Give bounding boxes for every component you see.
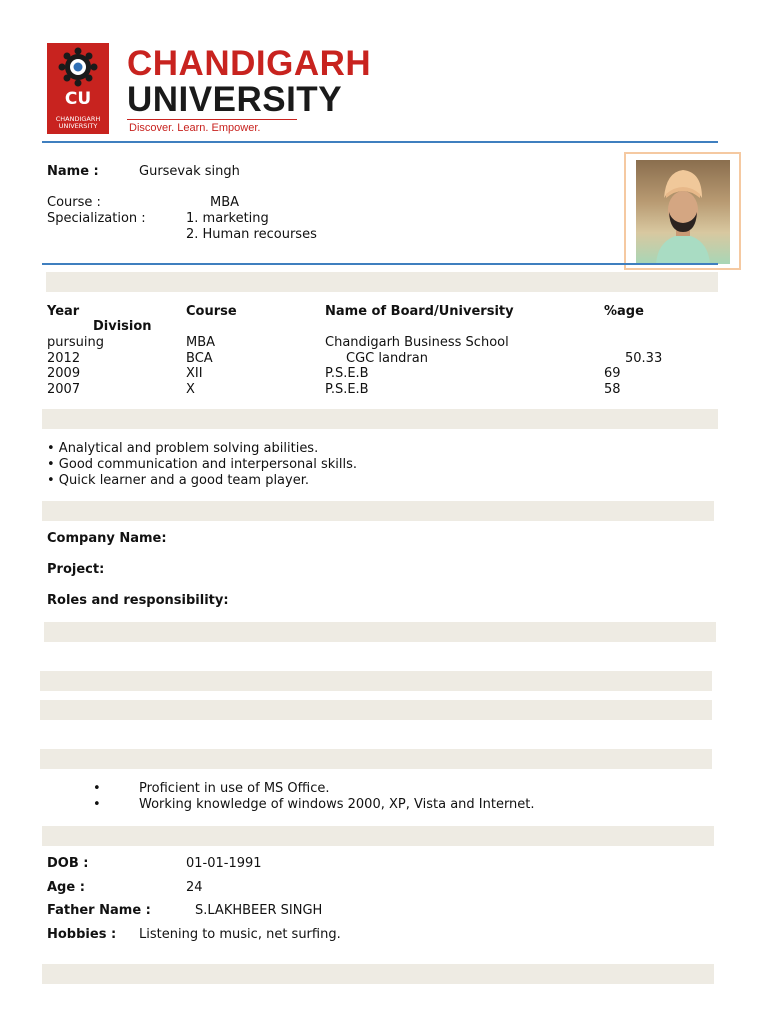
university-emblem [47,43,109,134]
edu-header-percentage: %age [604,304,644,319]
university-name-line2: UNIVERSITY [127,80,343,119]
hobbies-label: Hobbies : [47,927,117,942]
section-band-personal [42,826,714,846]
father-name-label: Father Name : [47,903,151,918]
project-label: Project: [47,562,105,577]
section-band-skills [40,749,712,769]
age-value: 24 [186,880,203,895]
edu-cell-board: CGC landran [346,351,428,366]
edu-cell-percentage: 58 [604,382,621,397]
specialization-item: 2. Human recourses [186,227,317,242]
skill-bullet: • [93,797,101,812]
profile-photo-frame [624,152,741,270]
age-label: Age : [47,880,85,895]
section-band-education [46,272,718,292]
edu-cell-course: BCA [186,351,213,366]
university-tagline: Discover. Learn. Empower. [129,122,261,134]
section-band-footer [42,964,714,984]
section-band [44,622,716,642]
edu-cell-percentage: 50.33 [625,351,663,366]
specialization-label: Specialization : [47,211,146,226]
name-label: Name : [47,164,99,179]
section-band [40,700,712,720]
roles-label: Roles and responsibility: [47,593,229,608]
edu-header-board: Name of Board/University [325,304,514,319]
father-name-value: S.LAKHBEER SINGH [195,903,323,918]
edu-cell-board: Chandigarh Business School [325,335,509,350]
edu-cell-board: P.S.E.B [325,382,369,397]
section-band-experience [42,501,714,521]
course-value: MBA [210,195,240,210]
edu-cell-percentage: 69 [604,366,621,381]
section-band [40,671,712,691]
profile-rule [42,263,718,265]
dob-label: DOB : [47,856,89,871]
strength-item: • Good communication and interpersonal skills. [47,457,358,472]
edu-cell-year: 2012 [47,351,81,366]
strength-item: • Quick learner and a good team player. [47,473,309,488]
specialization-item: 1. marketing [186,211,269,226]
profile-photo [636,160,730,264]
skill-bullet: • [93,781,101,796]
edu-cell-year: 2007 [47,382,81,397]
edu-cell-course: MBA [186,335,216,350]
dob-value: 01-01-1991 [186,856,262,871]
section-band-strengths [42,409,718,429]
name-value: Gursevak singh [139,164,240,179]
edu-cell-year: pursuing [47,335,104,350]
emblem-subtext: CHANDIGARH UNIVERSITY [55,115,101,130]
edu-cell-year: 2009 [47,366,81,381]
edu-cell-board: P.S.E.B [325,366,369,381]
cog-emblem-icon [47,43,109,89]
skill-item: Working knowledge of windows 2000, XP, Vista and Internet. [139,797,535,812]
strength-item: • Analytical and problem solving abilities. [47,441,319,456]
company-name-label: Company Name: [47,531,167,546]
header-rule [42,141,718,143]
person-portrait-icon [636,160,730,264]
course-label: Course : [47,195,101,210]
hobbies-value: Listening to music, net surfing. [139,927,341,942]
edu-header-course: Course [186,304,237,319]
skill-item: Proficient in use of MS Office. [139,781,330,796]
emblem-cu-text: CU [64,89,92,109]
edu-cell-course: X [186,382,195,397]
edu-header-division: Division [93,319,152,334]
edu-header-year: Year [47,304,80,319]
tagline-divider [127,119,297,120]
edu-cell-course: XII [186,366,203,381]
university-name-line1: CHANDIGARH [127,44,372,83]
